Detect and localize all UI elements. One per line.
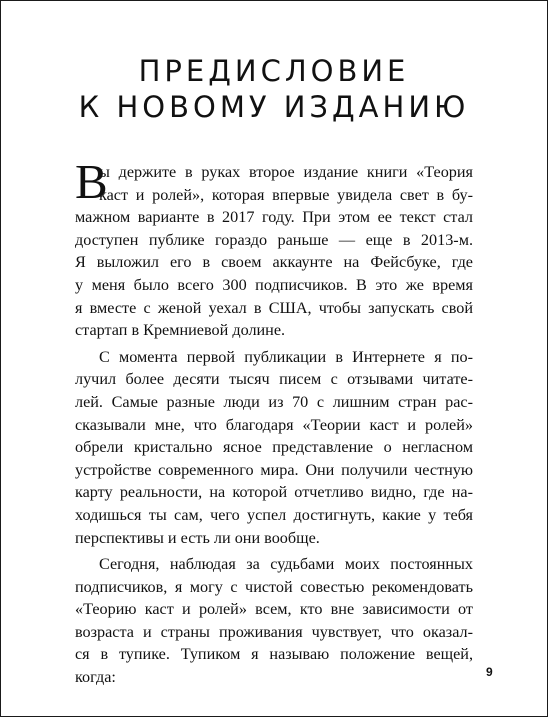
chapter-title	[1, 53, 547, 125]
paragraph	[75, 346, 473, 549]
text-line: С момента первой публикации в Интернете я по-	[99, 347, 473, 366]
paragraph	[75, 553, 473, 689]
text-line: ы держите в руках второе издание книги «Теория	[99, 163, 473, 181]
text-line: лучил более десяти тысяч писем с отзывами читате-	[75, 370, 473, 389]
drop-cap: В	[75, 154, 108, 209]
text-line: подписчиков, я могу с чистой совестью рекомендовать	[75, 577, 473, 596]
text-line: лей. Самые разные люди из 70 с лишним стран рас-	[75, 392, 473, 411]
chapter-title-line-1: ПРЕДИСЛОВИЕ	[138, 54, 410, 88]
text-line: ходишься ты сам, чего успел достигнуть, какие у тебя	[75, 505, 473, 524]
text-line: устройстве современного мира. Они получили честную	[75, 460, 473, 479]
text-line: Сегодня, наблюдая за судьбами моих постоянных	[99, 555, 473, 574]
chapter-title-line-2: К НОВОМУ ИЗДАНИЮ	[78, 90, 470, 124]
text-line: перспективы и есть ли они вообще.	[75, 528, 320, 547]
body-text	[75, 154, 473, 689]
text-line: мажном варианте в 2017 году. При этом ее текст стал	[75, 208, 473, 227]
text-line: возраста и страны проживания чувствует, что оказал-	[75, 622, 473, 641]
text-line: стартап в Кремниевой долине.	[75, 321, 286, 340]
page-number: 9	[486, 665, 493, 679]
text-line: каст и ролей», которая впервые увидела свет в бу-	[99, 185, 473, 204]
text-line: у меня было всего 300 подписчиков. В это же время	[75, 275, 473, 294]
text-line: обрели кристально ясное представление о негласном	[75, 438, 473, 457]
text-line: я вместе с женой уехал в США, чтобы запускать свой	[75, 298, 473, 317]
text-line: ся в тупике. Тупиком я называю положение вещей,	[75, 645, 473, 664]
paragraph	[75, 154, 473, 342]
text-line: «Теорию каст и ролей» всем, кто вне зависимости от	[75, 600, 473, 619]
text-line: карту реальности, на которой отчетливо видно, где на-	[75, 483, 473, 502]
text-line: доступен публике гораздо раньше — еще в 2013-м.	[75, 230, 473, 249]
text-line: Я выложил его в своем аккаунте на Фейсбуке, где	[75, 253, 473, 272]
text-line: сказывали мне, что благодаря «Теории каст и ролей»	[75, 415, 473, 434]
text-line: когда:	[75, 668, 116, 687]
